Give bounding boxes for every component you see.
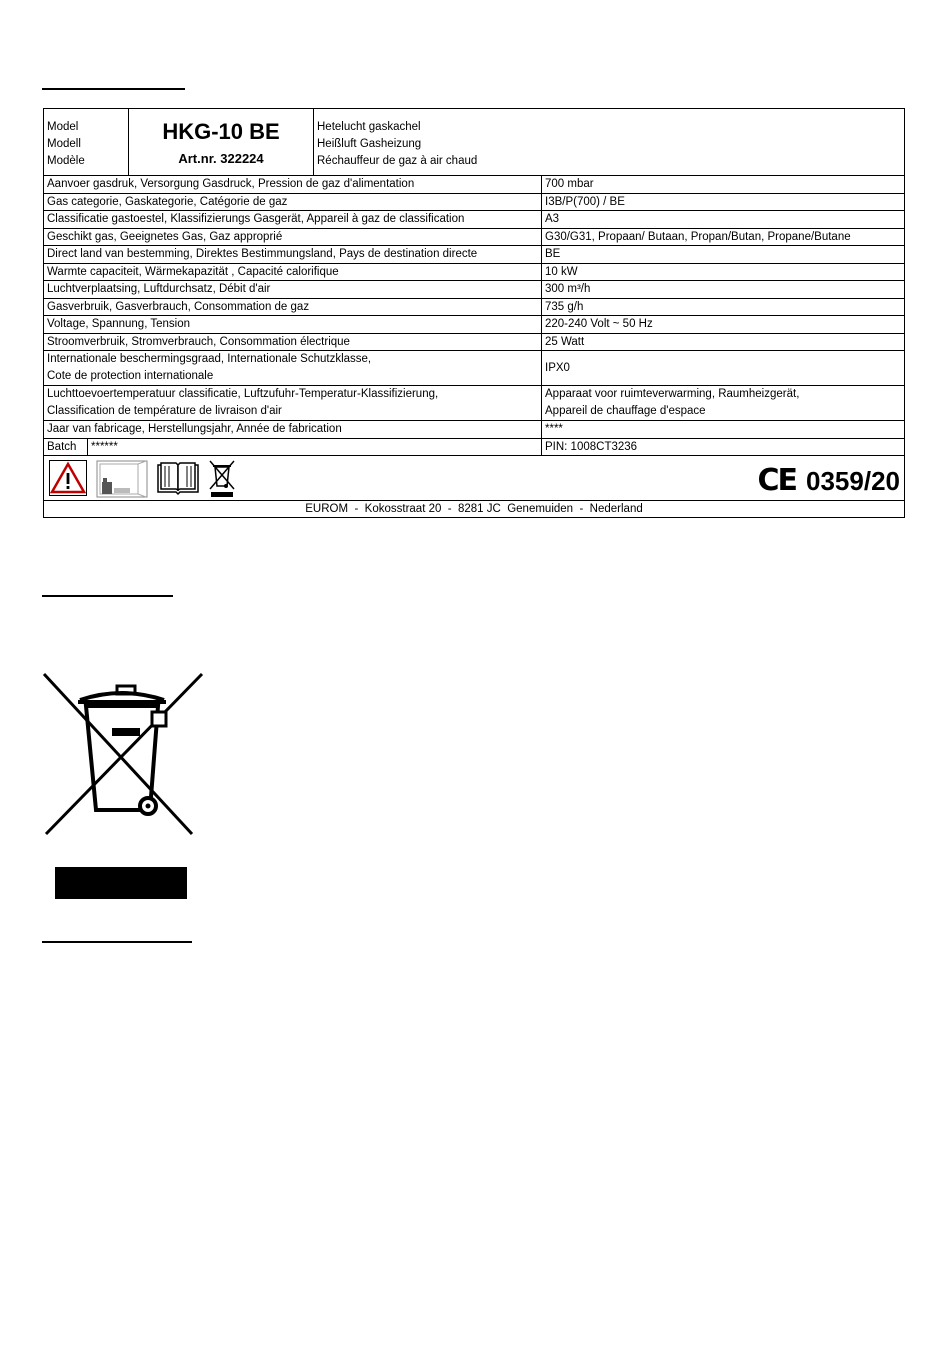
- product-descriptions: [314, 109, 904, 175]
- symbols-row: [44, 456, 904, 501]
- weee-crossed-bin-icon: [42, 672, 204, 836]
- spec-key: [44, 351, 542, 385]
- model-labels: [44, 109, 129, 175]
- spec-value: 25 Watt: [545, 335, 585, 348]
- heater-outline-icon: [96, 460, 148, 498]
- spec-row: [44, 194, 904, 212]
- spec-value: 10 kW: [545, 265, 578, 278]
- spec-row: [44, 264, 904, 282]
- spec-value: 735 g/h: [545, 300, 584, 313]
- spec-value-line: Apparaat voor ruimteverwarming, Raumheizgerät,: [545, 388, 800, 400]
- spec-key: Direct land van bestemming, Direktes Bestimmungsland, Pays de destination directe: [44, 246, 542, 263]
- spec-value: IPX0: [545, 362, 570, 374]
- spec-rows: [44, 176, 904, 518]
- description-fr: Réchauffeur de gaz à air chaud: [317, 155, 478, 167]
- weee-bin-small-icon: [208, 459, 236, 499]
- spec-key: Warmte capaciteit, Wärmekapazität , Capacité calorifique: [44, 264, 542, 281]
- spec-value: 700 mbar: [545, 178, 594, 190]
- spec-key: Stroomverbruik, Stromverbrauch, Consommation électrique: [44, 334, 542, 351]
- description-de: Heißluft Gasheizung: [317, 138, 422, 150]
- spec-value-line: Appareil de chauffage d'espace: [545, 405, 706, 417]
- batch-row: [44, 439, 904, 457]
- description-nl: Hetelucht gaskachel: [317, 121, 421, 133]
- spec-row: [44, 211, 904, 229]
- spec-key: Voltage, Spannung, Tension: [44, 316, 542, 333]
- section-rule-2: [42, 595, 173, 597]
- model-block: [129, 109, 314, 175]
- ce-certification: [758, 462, 901, 500]
- model-label-de: Modell: [47, 138, 81, 150]
- spec-value: [542, 386, 904, 420]
- manual-book-icon: [156, 460, 200, 496]
- section-rule-3: [42, 941, 192, 943]
- spec-key-line: Internationale beschermingsgraad, Internationale Schutzklasse,: [47, 353, 372, 365]
- weee-black-bar: [55, 867, 187, 899]
- spec-key: Gasverbruik, Gasverbrauch, Consommation de gaz: [44, 299, 542, 316]
- spec-key: [44, 386, 542, 420]
- ce-mark-icon: CE: [757, 463, 797, 498]
- spec-row: [44, 334, 904, 352]
- article-number: Art.nr. 322224: [178, 151, 264, 166]
- rating-label: [43, 108, 905, 518]
- spec-key: Luchtverplaatsing, Luftdurchsatz, Débit d'air: [44, 281, 542, 298]
- spec-value: G30/G31, Propaan/ Butaan, Propan/Butan, Propane/Butane: [545, 230, 851, 243]
- spec-value: BE: [545, 248, 561, 260]
- spec-row: [44, 281, 904, 299]
- model-label-fr: Modèle: [47, 155, 85, 167]
- spec-key: Aanvoer gasdruk, Versorgung Gasdruck, Pression de gaz d'alimentation: [44, 176, 542, 193]
- batch-label: Batch: [44, 439, 88, 456]
- spec-row-year: [44, 421, 904, 439]
- spec-row: [44, 246, 904, 264]
- spec-key-line: Luchttoevoertemperatuur classificatie, Luftzufuhr-Temperatur-Klassifizierung,: [47, 388, 439, 400]
- spec-row: [44, 299, 904, 317]
- spec-row: [44, 316, 904, 334]
- model-name: HKG-10 BE: [162, 119, 280, 144]
- spec-row-protection: [44, 351, 904, 386]
- spec-key-line: Classification de température de livraison d'air: [47, 405, 282, 417]
- spec-value: I3B/P(700) / BE: [545, 195, 625, 208]
- spec-key: Geschikt gas, Geeignetes Gas, Gaz approprié: [44, 229, 542, 246]
- spec-key: Gas categorie, Gaskategorie, Catégorie de gaz: [44, 194, 542, 211]
- spec-value: 220-240 Volt ~ 50 Hz: [545, 318, 653, 330]
- manufacturer-address: EUROM - Kokosstraat 20 - 8281 JC Genemuiden - Nederland: [305, 503, 643, 515]
- spec-key: Classificatie gastoestel, Klassifizierungs Gasgerät, Appareil à gaz de classification: [44, 211, 542, 228]
- batch-value: ******: [88, 439, 542, 456]
- spec-row: [44, 229, 904, 247]
- spec-row: [44, 176, 904, 194]
- spec-key-line: Cote de protection internationale: [47, 370, 214, 382]
- model-label-nl: Model: [47, 121, 79, 133]
- spec-row-temperature: [44, 386, 904, 421]
- spec-value: ****: [545, 423, 563, 435]
- pin-value: PIN: 1008CT3236: [545, 440, 638, 453]
- warning-triangle-icon: [49, 460, 87, 496]
- label-header: [44, 109, 904, 176]
- section-rule-1: [42, 88, 185, 90]
- certification-number: 0359/20: [806, 466, 900, 496]
- spec-value: A3: [545, 213, 560, 225]
- spec-key: Jaar van fabricage, Herstellungsjahr, Année de fabrication: [44, 421, 542, 438]
- spec-value: 300 m³/h: [545, 283, 591, 295]
